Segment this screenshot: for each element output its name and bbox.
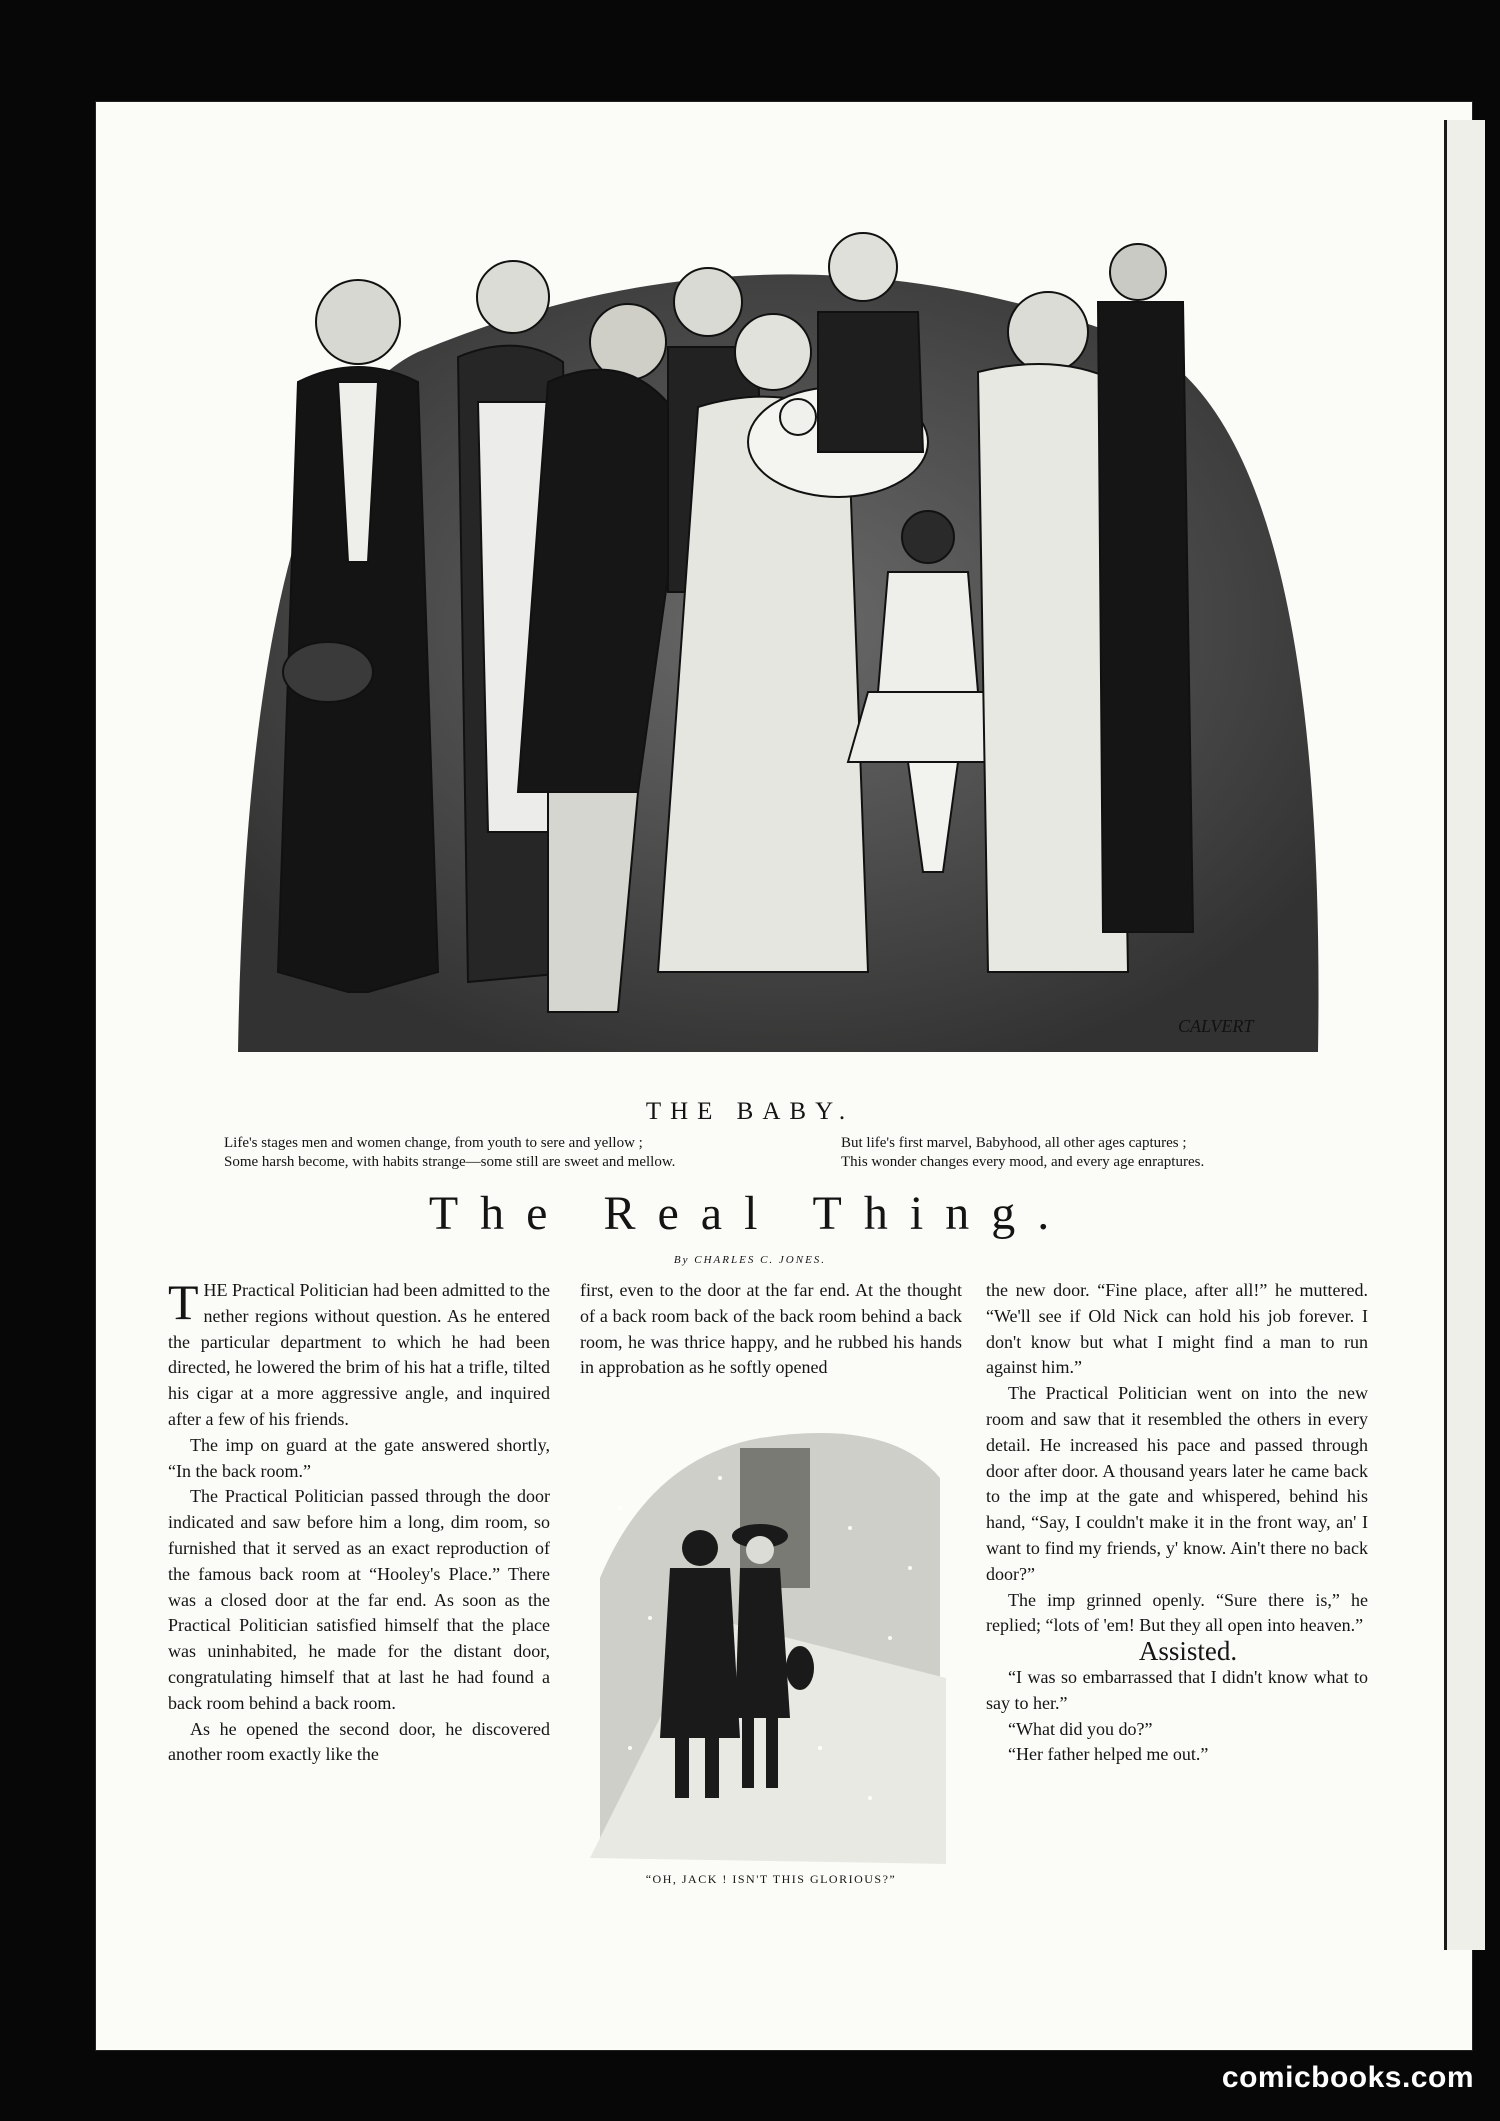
assisted-line: “I was so embarrassed that I didn't know what to say to her.” bbox=[986, 1666, 1368, 1713]
assisted-line: “What did you do?” bbox=[1008, 1718, 1153, 1739]
story-column-2 bbox=[580, 1278, 962, 1381]
assisted-line: “Her father helped me out.” bbox=[1008, 1744, 1209, 1765]
story-column-1 bbox=[168, 1274, 550, 1768]
couple-in-snow-illustration bbox=[590, 1418, 946, 1864]
drop-cap: T bbox=[168, 1274, 199, 1330]
small-illustration-caption: “OH, JACK ! ISN'T THIS GLORIOUS?” bbox=[645, 1872, 897, 1886]
illustration-caption-title: THE BABY. bbox=[645, 1098, 855, 1125]
story-paragraph: the new door. “Fine place, after all!” he muttered. “We'll see if Old Nick can hold his job forever. I don't know but what I might find a man to run against him.” bbox=[986, 1280, 1368, 1378]
verse-line: But life's first marvel, Babyhood, all other ages captures ; bbox=[841, 1135, 1187, 1151]
verse-line: This wonder changes every mood, and every age enraptures. bbox=[841, 1154, 1205, 1170]
verse-line: Life's stages men and women change, from youth to sere and yellow ; bbox=[224, 1135, 643, 1151]
story-column-3 bbox=[986, 1278, 1368, 1768]
story-byline: By CHARLES C. JONES. bbox=[673, 1254, 827, 1266]
story-paragraph: The Practical Politician passed through the door indicated and saw before him a long, dim room, so furnished that it served as an exact reproduction of the famous back room at “Hooley's Place.” There was a closed door at the far end. As soon as the Practical Politician satisfied himself that the place was uninhabited, he made for the distant door, congratulating himself that at last he had found a back room behind a back room. bbox=[168, 1486, 550, 1713]
story-paragraph: The imp grinned openly. “Sure there is,” he replied; “lots of 'em! But they all open into heaven.” bbox=[986, 1589, 1368, 1636]
artist-signature: CALVERT bbox=[1178, 1016, 1254, 1036]
assisted-title: Assisted. bbox=[1138, 1636, 1238, 1667]
baby-group-illustration bbox=[218, 232, 1336, 1082]
story-paragraph: first, even to the door at the far end. At the thought of a back room back of the back room behind a back room, he was thrice happy, and he rubbed his hands in approbation as he softly opened bbox=[580, 1280, 962, 1378]
verse-line: Some harsh become, with habits strange—some still are sweet and mellow. bbox=[224, 1154, 676, 1170]
story-paragraph: The imp on guard at the gate answered shortly, “In the back room.” bbox=[168, 1434, 550, 1481]
story-paragraph: The Practical Politician went on into the new room and saw that it resembled the others in every detail. He increased his pace and passed through door after door. A thousand years later he came back to the imp at the gate and whispered, behind his hand, “Say, I couldn't make it in the front way, an' I want to find my friends, y' know. Ain't there no back door?” bbox=[986, 1383, 1368, 1584]
verse-left bbox=[224, 1134, 675, 1172]
story-paragraph: As he opened the second door, he discovered another room exactly like the bbox=[168, 1718, 550, 1765]
site-watermark: comicbooks.com bbox=[1221, 2061, 1474, 2094]
facing-page-edge bbox=[1444, 120, 1485, 1950]
story-paragraph bbox=[168, 1274, 550, 1433]
verse-right bbox=[841, 1134, 1204, 1172]
story-title: The Real Thing. bbox=[428, 1187, 1072, 1240]
paragraph-text: HE Practical Politician had been admitted to the nether regions without question. As he entered the particular department to which he had been directed, he lowered the brim of his hat a trifle, tilted his cigar at a more aggressive angle, and inquired after a few of his friends. bbox=[168, 1280, 550, 1429]
